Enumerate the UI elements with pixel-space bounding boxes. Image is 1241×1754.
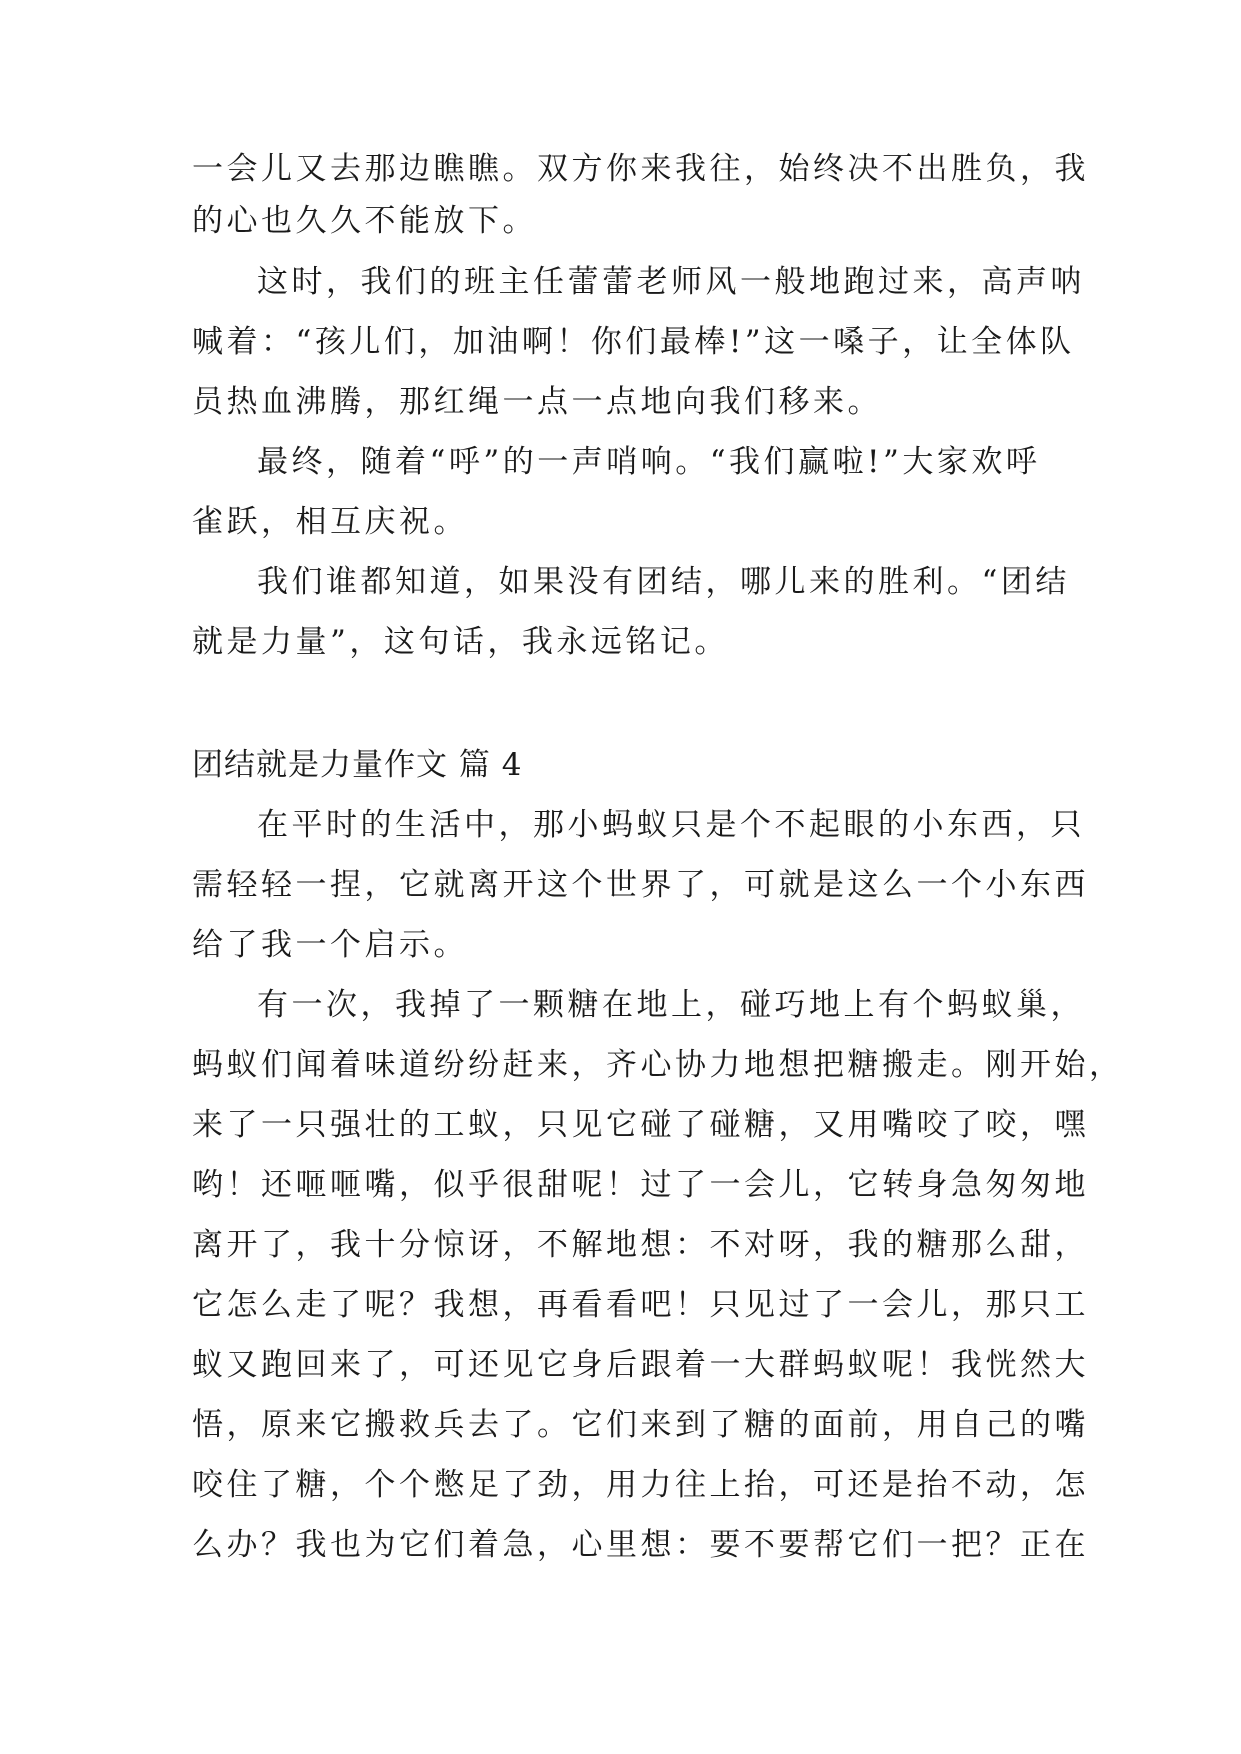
text-line: 需轻轻一捏，它就离开这个世界了，可就是这么一个小东西 [192, 867, 1089, 903]
paragraph-first-line: 最终，随着“呼”的一声哨响。“我们赢啦!”大家欢呼 [257, 444, 1041, 480]
text-line: 来了一只强壮的工蚁，只见它碰了碰糖，又用嘴咬了咬，嘿 [192, 1107, 1089, 1143]
text-line: 蚁又跑回来了，可还见它身后跟着一大群蚂蚁呢！我恍然大 [192, 1347, 1089, 1383]
paragraph-first-line: 这时，我们的班主任蕾蕾老师风一般地跑过来，高声呐 [257, 264, 1085, 300]
paragraph-first-line: 在平时的生活中，那小蚂蚁只是个不起眼的小东西，只 [257, 807, 1085, 843]
text-line: 哟！还咂咂嘴，似乎很甜呢！过了一会儿，它转身急匆匆地 [192, 1167, 1089, 1203]
paragraph-first-line: 我们谁都知道，如果没有团结，哪儿来的胜利。“团结 [257, 564, 1070, 600]
text-line: 悟，原来它搬救兵去了。它们来到了糖的面前，用自己的嘴 [192, 1407, 1089, 1443]
text-line: 蚂蚁们闻着味道纷纷赶来，齐心协力地想把糖搬走。刚开始， [192, 1047, 1124, 1083]
section-heading: 团结就是力量作文 篇 4 [192, 747, 523, 783]
text-line: 员热血沸腾，那红绳一点一点地向我们移来。 [192, 384, 882, 420]
text-line: 咬住了糖，个个憋足了劲，用力往上抬，可还是抬不动，怎 [192, 1467, 1089, 1503]
paragraph-first-line: 有一次，我掉了一颗糖在地上，碰巧地上有个蚂蚁巢， [257, 987, 1085, 1023]
text-line: 一会儿又去那边瞧瞧。双方你来我往，始终决不出胜负，我 [192, 151, 1089, 187]
text-line: 给了我一个启示。 [192, 927, 468, 963]
text-line: 雀跃，相互庆祝。 [192, 504, 468, 540]
text-line: 离开了，我十分惊讶，不解地想：不对呀，我的糖那么甜， [192, 1227, 1089, 1263]
text-line: 喊着：“孩儿们，加油啊！你们最棒!”这一嗓子，让全体队 [192, 324, 1075, 360]
text-line: 就是力量”，这句话，我永远铭记。 [192, 624, 729, 660]
text-line: 它怎么走了呢？我想，再看看吧！只见过了一会儿，那只工 [192, 1287, 1089, 1323]
text-line: 么办？我也为它们着急，心里想：要不要帮它们一把？正在 [192, 1527, 1089, 1563]
text-line: 的心也久久不能放下。 [192, 203, 537, 239]
